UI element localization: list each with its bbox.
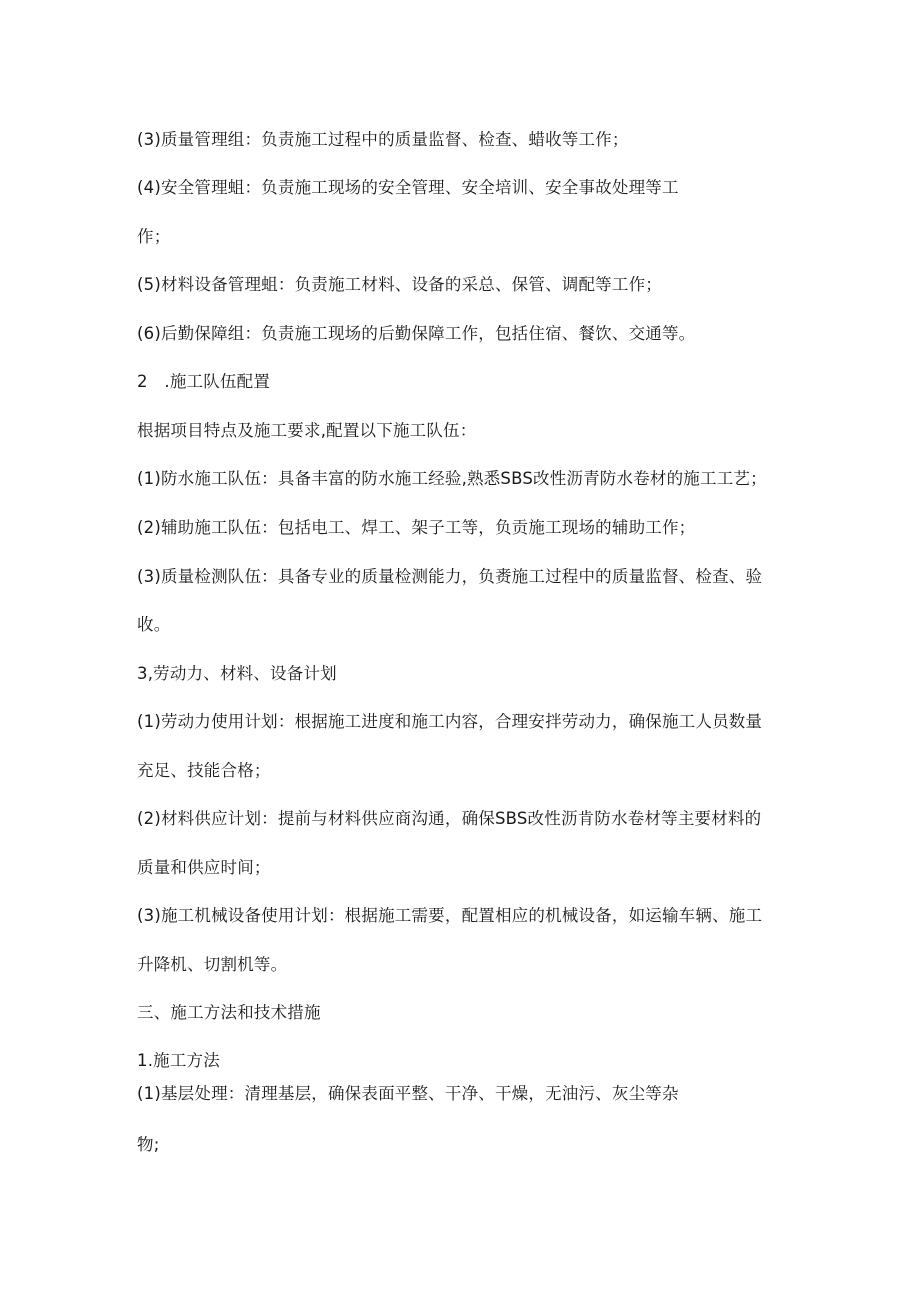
text-line: (2)材料供应计划：提前与材料供应商沟通，确保SBS改性沥肯防水卷材等主要材料的 [137,809,762,828]
text-line: (3)质量检测队伍：具备专业的质量检测能力，负赉施工过程中的质量监督、检查、验 [137,567,763,586]
section-heading: 三、施工方法和技术措施 [137,1003,321,1022]
text-line: (1)防水施工队伍：具备丰富的防水施工经验,熟悉SBS改性沥青防水卷材的施工工艺； [137,469,767,488]
text-line: 升降机、切割机等。 [137,955,288,974]
text-line: 作； [137,227,171,246]
text-line: 充足、技能合格； [137,761,271,780]
section-heading: 1.施工方法 [137,1051,220,1070]
section-heading: 2 .施工队伍配置 [137,372,271,391]
text-line: 物; [137,1135,160,1154]
text-line: (3)施工机械设备使用计划：根据施工需要，配置相应的机械设备，如运输车辆、施工 [137,906,763,925]
text-line: (2)辅助施工队伍：包括电工、焊工、架子工等，负贡施工现场的辅助工作； [137,518,696,537]
text-line: (5)材料设备管理蛆：负责施工材料、设备的采总、保管、调配等工作； [137,275,662,294]
text-line: (1)基层处理：清理基层，确保表面平整、干净、干燥，无油污、灰尘等杂 [137,1084,679,1103]
text-line: (1)劳动力使用计划：根据施工进度和施工内容，合理安拌劳动力，确保施工人员数量 [137,712,763,731]
text-line: 质量和供应时间； [137,858,271,877]
text-line: (6)后勤保障组：负责施工现场的后勤保障工作，包括住宿、餐饮、交通等。 [137,324,696,343]
text-line: (3)质量管理组：负责施工过程中的质量监督、检查、蜡收等工作； [137,130,629,149]
text-line: 收。 [137,615,171,634]
section-heading: 3,劳动力、材料、设备计划 [137,664,337,683]
text-line: (4)安全管理蛆：负责施工现场的安全管理、安全培训、安全事故处理等工 [137,178,679,197]
text-line: 根据项目特点及施工要求,配置以下施工队伍： [137,421,477,440]
